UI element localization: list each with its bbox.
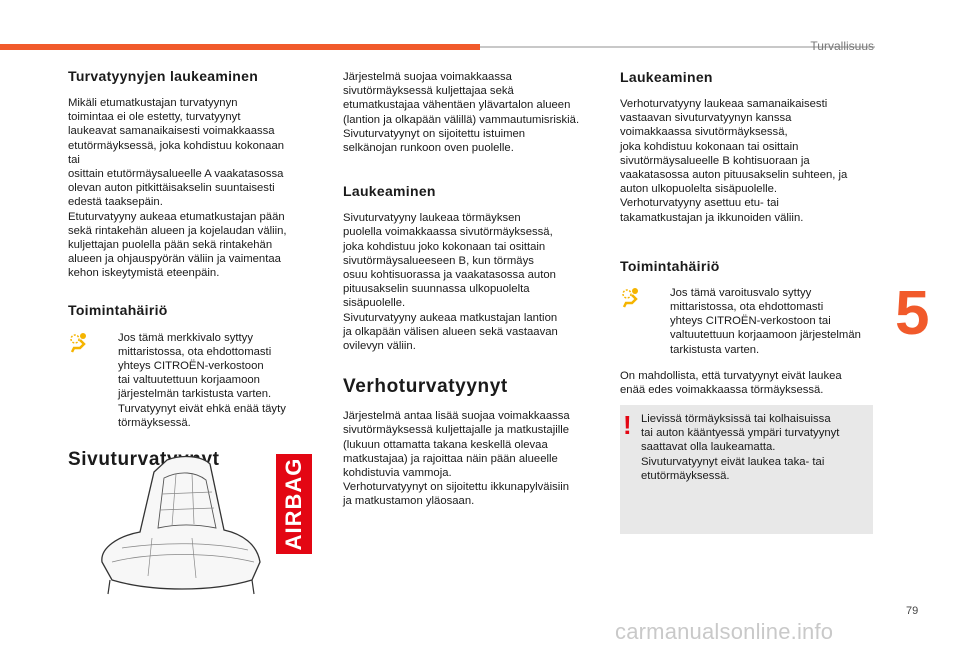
page-number: 79: [906, 605, 919, 617]
paragraph-side-activation: Sivuturvatyyny laukeaa törmäyksen puolella voimakkaassa sivutörmäyksessä, joka kohdistuu joko kokonaan tai osittain sivutörmäysalueeseen B, kun törmäys osuu kohtisuorassa ja vaakatasossa auton pituusakselin suunnassa ulkopuolelta sisäpuolelle. Sivuturvatyyny aukeaa matkustajan lantion ja olkapään välisen alueen sekä vastaavan ovilevyn väliin.: [343, 212, 558, 353]
airbag-warning-icon: [620, 286, 670, 357]
heading-side-activation: Laukeaminen: [343, 183, 436, 200]
airbag-warning-icon: [68, 331, 118, 430]
warning-block: [620, 286, 880, 357]
header-accent-bar: [0, 44, 480, 50]
airbag-label-text: AIRBAG: [281, 457, 306, 551]
heading-curtain-airbags: Verhoturvatyynyt: [343, 376, 508, 398]
paragraph-airbag-activation: Mikäli etumatkustajan turvatyynyn toimintaa ei ole estetty, turvatyynyt laukeavat samanaikaisesti voimakkaassa etutörmäyksessä, joka kohdistuu kokonaan tai osittain etutörmäysalueelle A vaakatasossa olevan auton pitkittäisakselin suuntaisesti edestä taaksepäin. Etuturvatyyny aukeaa etumatkustajan pään sekä rintakehän alueen ja kojelaudan väliin, kuljettajan puolella pään sekä rintakehän alueen ja ohjauspyörän väliin ja vaimentaa kehon iskeytymistä eteenpäin.: [68, 97, 287, 280]
column-3: [620, 68, 880, 397]
paragraph-note: On mahdollista, että turvatyynyt eivät laukea enää edes voimakkaassa törmäyksessä.: [620, 369, 842, 397]
section-title: Turvallisuus: [810, 39, 874, 53]
airbag-label-badge: [276, 454, 312, 554]
paragraph-side-intro: Järjestelmä suojaa voimakkaassa sivutörmäyksessä kuljettajaa sekä etumatkustajaa vähentäen ylävartalon alueen (lantion ja olkapään välillä) vammautumisriskiä. Sivuturvatyynyt on sijoitettu istuimen selkänojan runkoon oven puolelle.: [343, 71, 580, 155]
heading-curtain-fault: Toimintahäiriö: [620, 257, 720, 274]
heading-curtain-activation: Laukeaminen: [620, 69, 713, 85]
heading-fault: Toimintahäiriö: [68, 301, 168, 318]
paragraph-curtain: Järjestelmä antaa lisää suojaa voimakkaassa sivutörmäyksessä kuljettajalle ja matkustajille (lukuun ottamatta takana keskellä olevaa matkustajaa) ja rajoittaa näin pään alueelle kohdistuvia vammoja. Verhoturvatyynyt on sijoitettu ikkunapylväisiin ja matkustamon yläosaan.: [343, 410, 570, 508]
warning-block: [68, 331, 298, 430]
alert-text: Lievissä törmäyksissä tai kolhaisuissa tai auton kääntyessä ympäri turvatyynyt saattavat olla laukeamatta. Sivuturvatyynyt eivät laukea taka- tai etutörmäyksessä.: [641, 413, 840, 482]
warning-text: Jos tämä merkkivalo syttyy mittaristossa, ota ehdottomasti yhteys CITROËN-verkostoon tai valtuutettuun korjaamoon järjestelmän tarkistusta varten. Turvatyynyt eivät ehkä enää täyty törmäyksessä.: [118, 331, 286, 429]
heading-side-airbags: Sivuturvatyynyt: [68, 449, 220, 471]
exclamation-icon: !: [623, 410, 632, 440]
paragraph-curtain-activation: Verhoturvatyyny laukeaa samanaikaisesti vastaavan sivuturvatyynyn kanssa voimakkaassa sivutörmäyksessä, joka kohdistuu kokonaan tai osittain sivutörmäysalueelle B kohtisuoraan ja vaakatasossa auton pituusakselin suhteen, ja auton ulkopuolelta sisäpuolelle. Verhoturvatyyny asettuu etu- tai takamatkustajan ja ikkunoiden väliin.: [620, 98, 848, 224]
warning-text: Jos tämä varoitusvalo syttyy mittaristossa, ota ehdottomasti yhteys CITROËN-verkostoon tai valtuutettuun korjaamoon järjestelmän tarkistusta varten.: [670, 286, 861, 356]
column-1: [68, 67, 298, 472]
column-2: [343, 70, 598, 509]
seat-illustration: [92, 452, 267, 597]
heading-airbag-activation: Turvatyynyjen laukeaminen: [68, 68, 259, 84]
watermark: carmanualsonline.info: [615, 619, 834, 644]
alert-box: [620, 405, 873, 534]
chapter-number: 5: [895, 279, 930, 348]
